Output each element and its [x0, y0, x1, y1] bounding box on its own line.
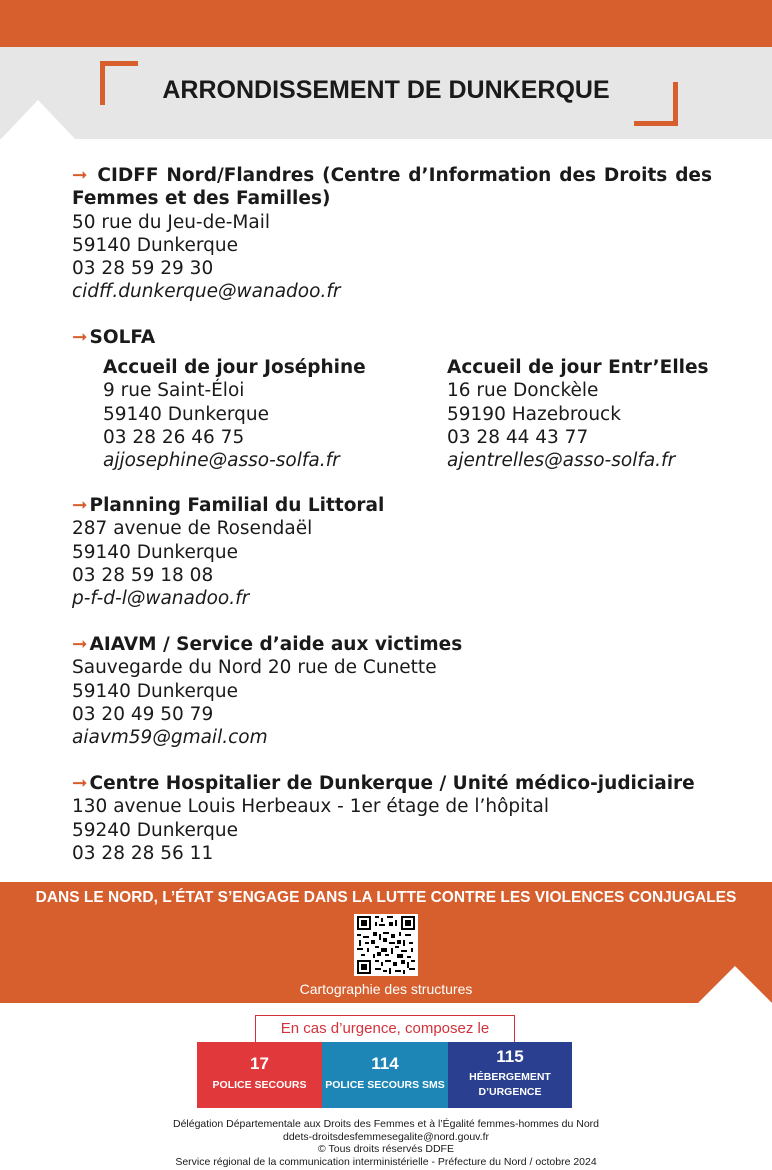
site-address: 9 rue Saint-Éloi: [103, 380, 245, 402]
footer: [0, 1118, 772, 1168]
decorative-triangle-right: [698, 966, 772, 1003]
entry-heading: [72, 772, 712, 795]
number-label-line2: D’URGENCE: [478, 1086, 542, 1098]
site-title: Accueil de jour Entr’Elles: [447, 357, 709, 378]
banner-title: DANS LE NORD, L’ÉTAT S’ENGAGE DANS LA LUTTE CONTRE LES VIOLENCES CONJUGALES: [35, 889, 737, 906]
solfa-site-josephine: [103, 356, 366, 472]
entry-city: 59140 Dunkerque: [72, 680, 238, 702]
footer-line: © Tous droits réservés DDFE: [318, 1143, 454, 1155]
entry-hospital: [72, 772, 712, 865]
entry-title: Planning Familial du Littoral: [89, 495, 385, 516]
qr-code-graphic: [357, 916, 415, 974]
site-phone[interactable]: 03 28 44 43 77: [447, 426, 589, 448]
entry-heading: [72, 633, 712, 656]
entry-title: SOLFA: [89, 327, 156, 348]
entry-phone[interactable]: 03 28 28 56 11: [72, 842, 214, 864]
entry-phone[interactable]: 03 28 59 18 08: [72, 564, 214, 586]
site-title: Accueil de jour Joséphine: [103, 357, 366, 378]
entry-address: 287 avenue de Rosendaël: [72, 518, 313, 540]
entry-phone[interactable]: 03 28 59 29 30: [72, 258, 214, 280]
site-city: 59140 Dunkerque: [103, 403, 269, 425]
qr-caption: Cartographie des structures: [299, 981, 473, 997]
emergency-number-115[interactable]: [448, 1042, 572, 1108]
footer-line: Service régional de la communication interministérielle - Préfecture du Nord / octobre 2024: [175, 1155, 597, 1168]
top-accent-bar: [0, 0, 772, 47]
site-email[interactable]: ajjosephine@asso-solfa.fr: [103, 450, 340, 472]
entry-cidff: [72, 164, 712, 304]
entry-heading: [72, 326, 712, 349]
entry-title: Centre Hospitalier de Dunkerque / Unité médico-judiciaire: [89, 773, 695, 794]
footer-line: Délégation Départementale aux Droits des Femmes et à l’Égalité femmes-hommes du Nord: [172, 1118, 600, 1130]
entry-email[interactable]: p-f-d-l@wanadoo.fr: [72, 588, 250, 610]
number-value: 17: [250, 1054, 269, 1073]
entry-city: 59140 Dunkerque: [72, 541, 238, 563]
arrow-right-icon: ➞: [72, 165, 88, 186]
solfa-site-entrelles: [447, 356, 709, 472]
site-phone[interactable]: 03 28 26 46 75: [103, 426, 245, 448]
site-address: 16 rue Donckèle: [447, 380, 599, 402]
entry-city: 59140 Dunkerque: [72, 234, 238, 256]
entry-heading: [72, 494, 712, 517]
entry-title: AIAVM / Service d’aide aux victimes: [89, 634, 463, 655]
number-label-line1: HÉBERGEMENT: [469, 1071, 551, 1083]
decorative-triangle-left: [0, 100, 76, 140]
arrow-right-icon: ➞: [72, 495, 88, 516]
number-value: 114: [371, 1054, 399, 1073]
emergency-number-17[interactable]: [197, 1042, 322, 1108]
arrow-right-icon: ➞: [72, 327, 88, 348]
entry-email[interactable]: aiavm59@gmail.com: [72, 727, 268, 749]
arrow-right-icon: ➞: [72, 634, 88, 655]
entry-address: 130 avenue Louis Herbeaux - 1er étage de l’hôpital: [72, 796, 550, 818]
entry-planning-familial: [72, 494, 712, 610]
entry-solfa: [72, 326, 712, 349]
emergency-number-114[interactable]: [322, 1042, 448, 1108]
arrow-right-icon: ➞: [72, 773, 88, 794]
urgence-label: En cas d’urgence, composez le: [255, 1015, 515, 1043]
entry-aiavm: [72, 633, 712, 749]
qr-code-icon[interactable]: [354, 914, 418, 976]
site-email[interactable]: ajentrelles@asso-solfa.fr: [447, 450, 676, 472]
number-value: 115: [496, 1047, 524, 1066]
number-label: POLICE SECOURS: [212, 1079, 307, 1091]
entry-phone[interactable]: 03 20 49 50 79: [72, 703, 214, 725]
number-label: POLICE SECOURS SMS: [325, 1079, 445, 1091]
footer-email[interactable]: ddets-droitsdesfemmesegalite@nord.gouv.fr: [283, 1130, 489, 1143]
entry-address: Sauvegarde du Nord 20 rue de Cunette: [72, 657, 437, 679]
entry-address: 50 rue du Jeu-de-Mail: [72, 211, 270, 233]
page-title: ARRONDISSEMENT DE DUNKERQUE: [162, 76, 610, 104]
entry-email[interactable]: cidff.dunkerque@wanadoo.fr: [72, 281, 341, 303]
entry-title: CIDFF Nord/Flandres (Centre d’Information des Droits des Femmes et des Familles): [72, 165, 712, 210]
entry-city: 59240 Dunkerque: [72, 819, 238, 841]
entry-heading: [72, 164, 712, 211]
site-city: 59190 Hazebrouck: [447, 403, 621, 425]
